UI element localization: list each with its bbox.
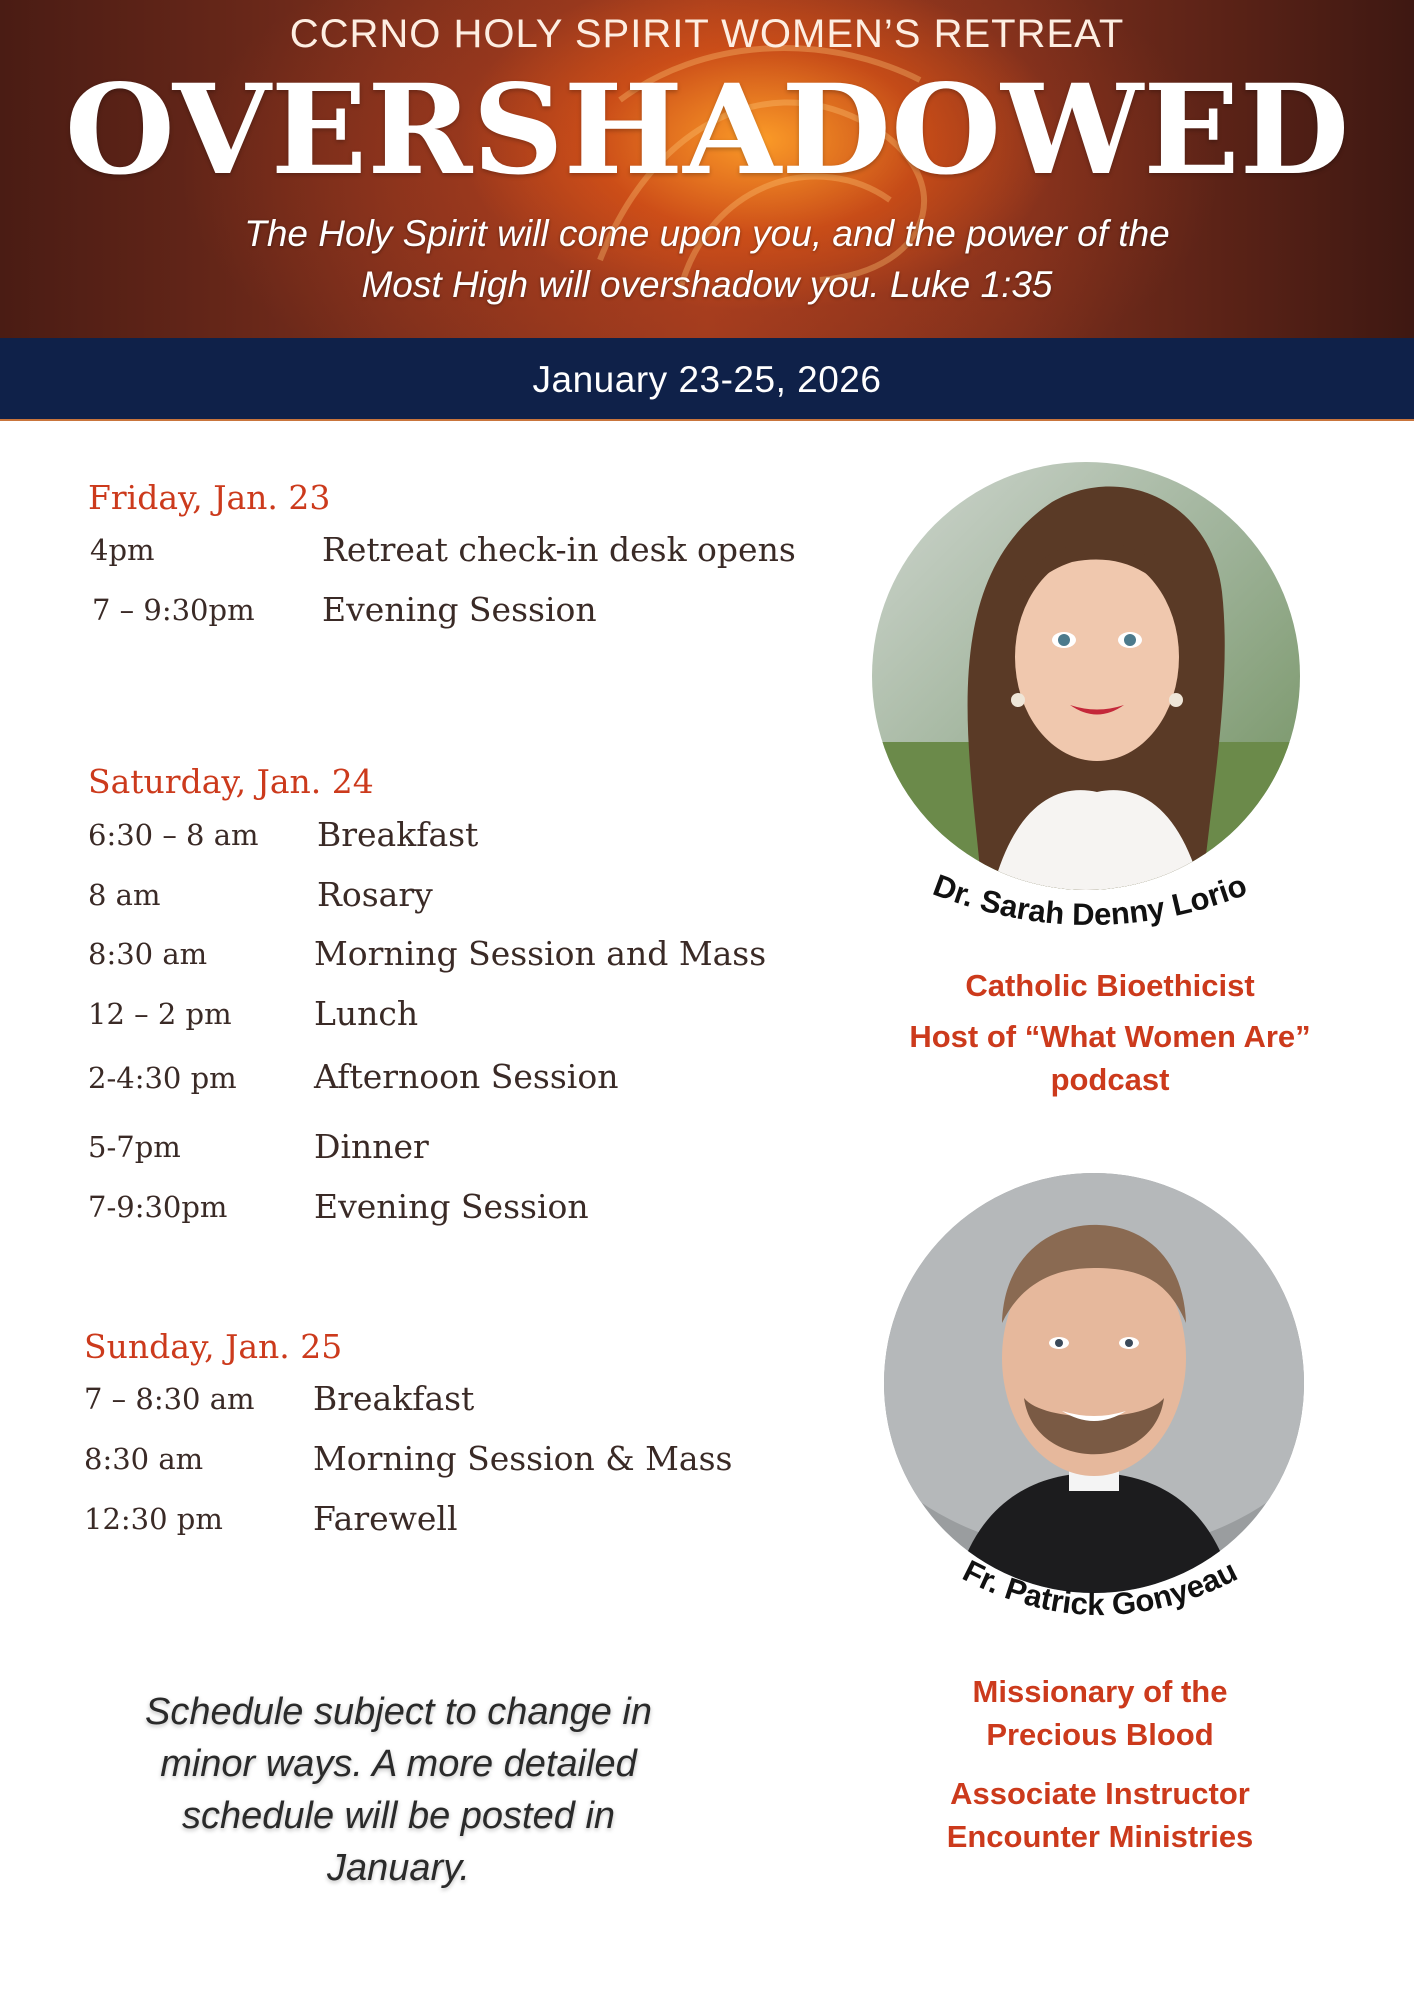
speaker-role: Encounter Ministries — [946, 1819, 1254, 1854]
schedule-event: Morning Session & Mass — [313, 1439, 733, 1478]
sunday-heading: Sunday, Jan. 25 — [84, 1327, 343, 1366]
note-line-2: minor ways. A more detailed — [160, 1743, 637, 1785]
speaker-name-patrick-text: Fr. Patrick Gonyeau — [957, 1553, 1243, 1623]
schedule-event: Retreat check-in desk opens — [322, 530, 796, 569]
schedule-event: Lunch — [314, 994, 419, 1033]
speaker-roles-patrick — [850, 1670, 1350, 1858]
speaker-role: Missionary of the — [972, 1674, 1228, 1709]
schedule-note — [96, 1686, 701, 1894]
schedule-event: Breakfast — [317, 815, 479, 854]
speaker-role: Associate Instructor — [950, 1776, 1250, 1811]
speaker-role: Precious Blood — [986, 1717, 1214, 1752]
portrait-man-graphic — [884, 1173, 1304, 1593]
speaker-name-patrick — [910, 1540, 1290, 1660]
schedule-time: 6:30 – 8 am — [88, 818, 259, 852]
verse-line-1: The Holy Spirit will come upon you, and the power of the — [244, 213, 1170, 254]
event-pretitle: CCRNO HOLY SPIRIT WOMEN’S RETREAT — [289, 12, 1125, 56]
schedule-event: Rosary — [317, 875, 433, 914]
event-title: OVERSHADOWED — [64, 58, 1350, 203]
schedule-time: 7 – 9:30pm — [92, 593, 255, 627]
speaker-name-sarah — [880, 860, 1300, 970]
schedule-event: Dinner — [314, 1127, 429, 1166]
schedule-event: Evening Session — [314, 1187, 589, 1226]
schedule-time: 8:30 am — [84, 1442, 204, 1476]
speaker-roles-sarah — [860, 964, 1360, 1101]
speaker-name-sarah-text: Dr. Sarah Denny Lorio — [928, 867, 1252, 933]
svg-text:Dr. Sarah Denny Lorio — [929, 867, 1252, 932]
schedule-event: Morning Session and Mass — [314, 934, 767, 973]
saturday-heading: Saturday, Jan. 24 — [88, 762, 374, 801]
note-line-4: January. — [327, 1847, 470, 1889]
svg-text:Fr. Patrick Gonyeau — [957, 1553, 1242, 1622]
verse-line-2: Most High will overshadow you. Luke 1:35 — [361, 264, 1053, 305]
scripture-verse — [150, 208, 1264, 310]
friday-heading: Friday, Jan. 23 — [88, 478, 331, 517]
event-dates: January 23-25, 2026 — [532, 359, 882, 400]
speaker-role: Host of “What Women Are” — [909, 1019, 1311, 1054]
date-banner — [0, 338, 1414, 421]
speaker-photo-patrick — [884, 1173, 1304, 1593]
schedule-time: 12 – 2 pm — [88, 997, 232, 1031]
note-line-3: schedule will be posted in — [181, 1795, 616, 1837]
schedule-time: 12:30 pm — [84, 1502, 223, 1536]
schedule-time: 4pm — [90, 533, 155, 567]
schedule-time: 8:30 am — [88, 937, 208, 971]
speaker-role: Catholic Bioethicist — [965, 968, 1255, 1003]
schedule-time: 7 – 8:30 am — [84, 1382, 255, 1416]
note-line-1: Schedule subject to change in — [144, 1691, 653, 1733]
schedule-event: Breakfast — [313, 1379, 475, 1418]
schedule-event: Afternoon Session — [314, 1057, 619, 1096]
speaker-photo-sarah — [872, 462, 1300, 890]
schedule-time: 7-9:30pm — [88, 1190, 228, 1224]
schedule-event: Farewell — [313, 1499, 458, 1538]
schedule-event: Evening Session — [322, 590, 597, 629]
header-banner — [0, 0, 1414, 338]
date-banner-rule — [0, 419, 1414, 421]
portrait-woman-graphic — [872, 462, 1300, 890]
schedule-time: 5-7pm — [88, 1130, 181, 1164]
schedule-time: 8 am — [88, 878, 161, 912]
schedule-time: 2-4:30 pm — [88, 1061, 237, 1095]
speaker-role: podcast — [1050, 1062, 1170, 1097]
